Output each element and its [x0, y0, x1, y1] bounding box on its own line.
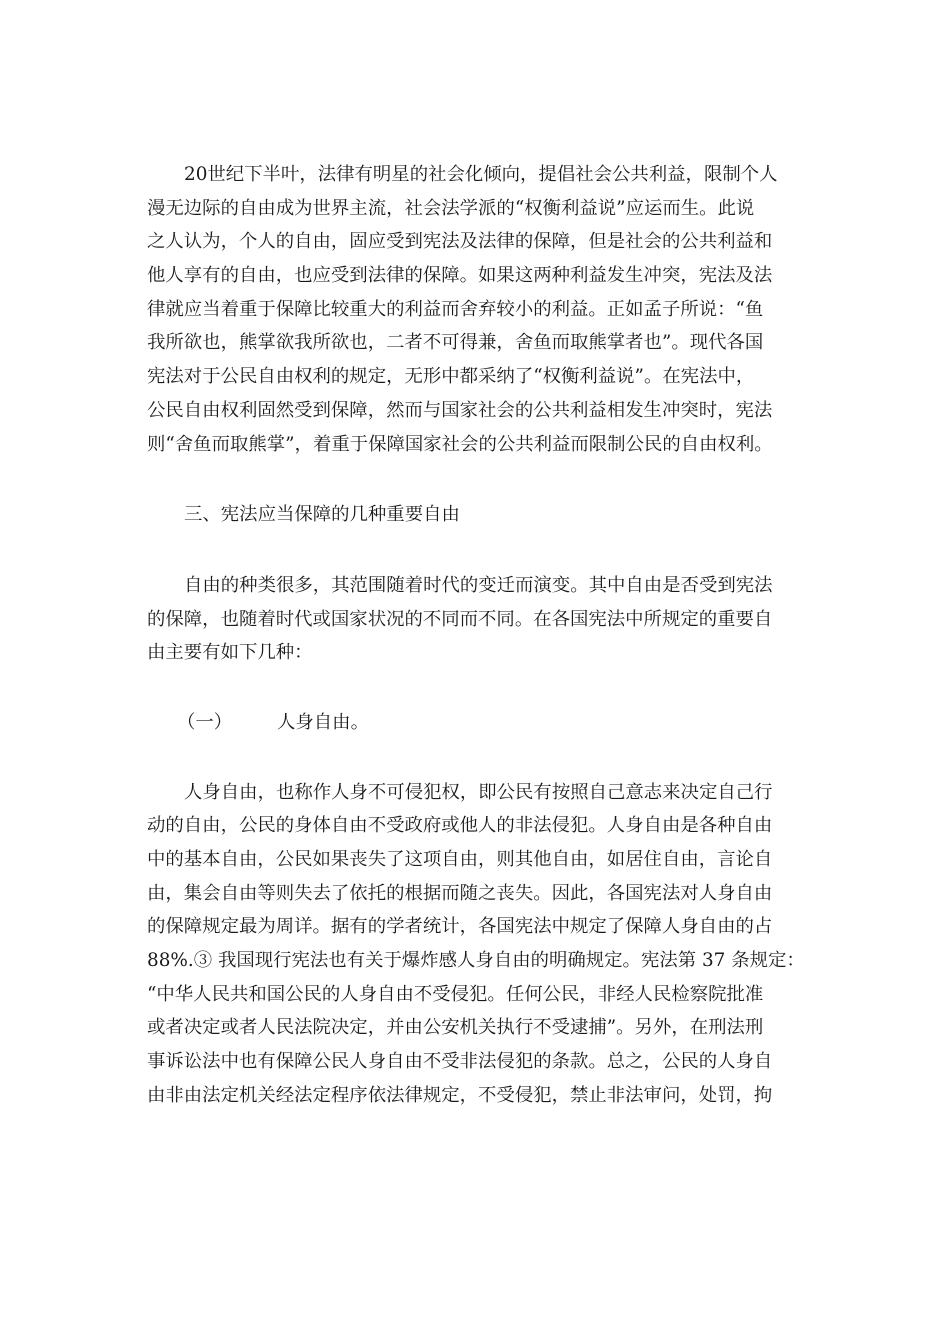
text-line: 20世纪下半叶，法律有明星的社会化倾向，提倡社会公共利益，限制个人 — [184, 164, 778, 185]
subsection-title: 人身自由。 — [277, 711, 369, 733]
text-line: 动的自由，公民的身体自由不受政府或他人的非法侵犯。人身自由是各种自由 — [147, 815, 773, 837]
text-line: 由非由法定机关经法定程序依法律规定，不受侵犯，禁止非法审问，处罚，拘 — [147, 1084, 773, 1106]
subsection-heading — [147, 706, 807, 740]
text-line: 事诉讼法中也有保障公民人身自由不受非法侵犯的条款。总之，公民的人身自 — [147, 1051, 773, 1073]
section-heading: 三、宪法应当保障的几种重要自由 — [184, 504, 460, 526]
document-page — [147, 158, 807, 1113]
text-line: 由，集会自由等则失去了依托的根据而随之丧失。因此，各国宪法对人身自由 — [147, 882, 773, 904]
text-line: 公民自由权利固然受到保障，然而与国家社会的公共利益相发生冲突时，宪法 — [147, 399, 773, 421]
text-line: 漫无边际的自由成为世界主流，社会法学派的“权衡利益说”应运而生。此说 — [147, 197, 755, 219]
text-line: 他人享有的自由，也应受到法律的保障。如果这两种利益发生冲突，宪法及法 — [147, 265, 773, 287]
text-line: 的保障，也随着时代或国家状况的不同而不同。在各国宪法中所规定的重要自 — [147, 608, 773, 630]
text-line: 律就应当着重于保障比较重大的利益而舍弃较小的利益。正如孟子所说：“鱼 — [147, 298, 764, 320]
text-line: 中的基本自由，公民如果丧失了这项自由，则其他自由，如居住自由，言论自 — [147, 849, 773, 871]
text-line: 或者决定或者人民法院决定，并由公安机关执行不受逮捕”。另外，在刑法刑 — [147, 1017, 764, 1039]
paragraph-freedom-types — [147, 569, 807, 670]
subsection-number: （一） — [177, 711, 233, 733]
paragraph-rights-balance — [147, 158, 807, 461]
text-line: 之人认为，个人的自由，固应受到宪法及法律的保障，但是社会的公共利益和 — [147, 231, 773, 253]
text-line: 由主要有如下几种： — [147, 642, 313, 664]
text-line: 88%.③ 我国现行宪法也有关于爆炸感人身自由的明确规定。宪法第 37 条规定： — [147, 950, 805, 972]
text-line: 宪法对于公民自由权利的规定，无形中都采纳了“权衡利益说”。在宪法中， — [147, 366, 755, 388]
text-line: 我所欲也，熊掌欲我所欲也，二者不可得兼，舍鱼而取熊掌者也”。现代各国 — [147, 332, 764, 354]
text-line: “中华人民共和国公民的人身自由不受侵犯。任何公民，非经人民检察院批准 — [147, 983, 764, 1005]
text-line: 自由的种类很多，其范围随着时代的变迁而演变。其中自由是否受到宪法 — [184, 574, 773, 596]
paragraph-personal-freedom — [147, 776, 807, 1113]
text-line: 的保障规定最为周详。据有的学者统计，各国宪法中规定了保障人身自由的占 — [147, 916, 773, 938]
text-line: 则“舍鱼而取熊掌”，着重于保障国家社会的公共利益而限制公民的自由权利。 — [147, 433, 773, 455]
text-line: 人身自由，也称作人身不可侵犯权，即公民有按照自己意志来决定自己行 — [184, 781, 773, 803]
